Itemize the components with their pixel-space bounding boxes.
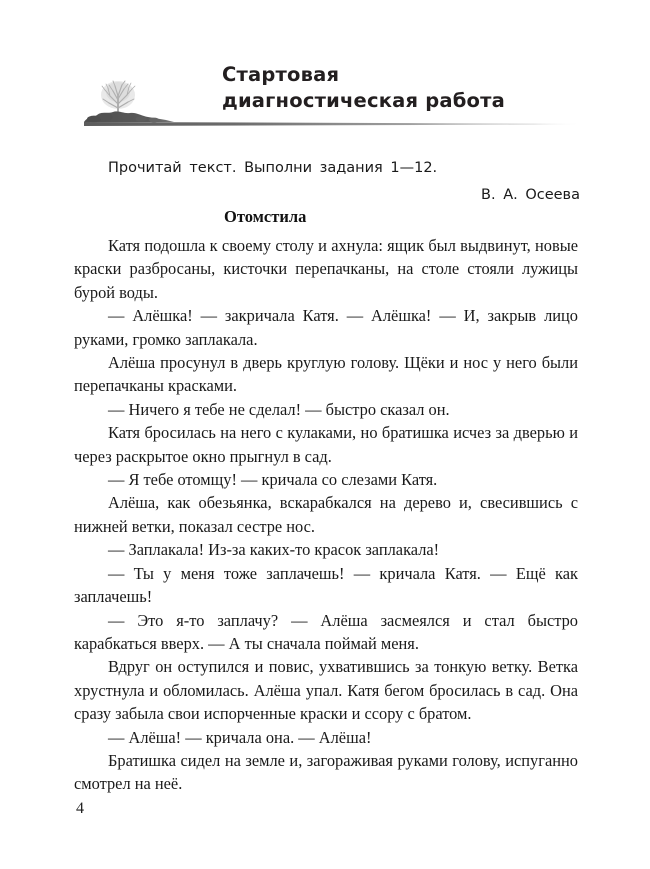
page-title-line-1: Стартовая bbox=[222, 63, 340, 86]
story-paragraph: — Это я-то заплачу? — Алёша засмеялся и стал быстро карабкаться вверх. — А ты сначала поймай меня. bbox=[74, 610, 578, 653]
story-body bbox=[74, 234, 578, 796]
story-paragraph: — Алёша! — кричала она. — Алёша! bbox=[108, 727, 372, 747]
story-title: Отомстила bbox=[224, 207, 307, 226]
story-paragraph: Катя бросилась на него с кулаками, но братишка исчез за дверью и через раскрытое окно прыгнул в сад. bbox=[74, 423, 578, 466]
author-name: В. А. Осеева bbox=[481, 187, 580, 203]
page-title bbox=[222, 62, 602, 114]
page-title-line-2: диагностическая работа bbox=[222, 89, 506, 112]
story-paragraph: — Я тебе отомщу! — кричала со слезами Катя. bbox=[108, 470, 438, 490]
story-paragraph: Алёша, как обезьянка, вскарабкался на дерево и, свесившись с нижней ветки, показал сестре нос. bbox=[74, 493, 578, 536]
story-paragraph: — Алёшка! — закричала Катя. — Алёшка! — И, закрыв лицо руками, громко заплакала. bbox=[74, 306, 578, 349]
story-paragraph: Катя подошла к своему столу и ахнула: ящик был выдвинут, новые краски разбросаны, кисточки перепачканы, на столе стояли лужицы бурой воды. bbox=[74, 236, 578, 302]
story-paragraph: Братишка сидел на земле и, загораживая руками голову, испуганно смотрел на неё. bbox=[74, 750, 578, 794]
page-header bbox=[0, 0, 650, 140]
story-paragraph: — Заплакала! Из-за каких-то красок заплакала! bbox=[108, 540, 440, 560]
story-paragraph: Алёша просунул в дверь круглую голову. Щёки и нос у него были перепачканы красками. bbox=[74, 353, 578, 396]
page-number: 4 bbox=[76, 800, 84, 817]
story-paragraph: — Ничего я тебе не сделал! — быстро сказал он. bbox=[108, 399, 450, 419]
story-paragraph: — Ты у меня тоже заплачешь! — кричала Катя. — Ещё как заплачешь! bbox=[74, 563, 578, 607]
task-instruction: Прочитай текст. Выполни задания 1—12. bbox=[108, 160, 438, 176]
story-paragraph: Вдруг он оступился и повис, ухватившись за тонкую ветку. Ветка хрустнула и обломилась. Алёша упал. Катя бегом бросилась в сад. Она сразу забыла свои испорченные краски и ссору с братом. bbox=[74, 657, 578, 724]
